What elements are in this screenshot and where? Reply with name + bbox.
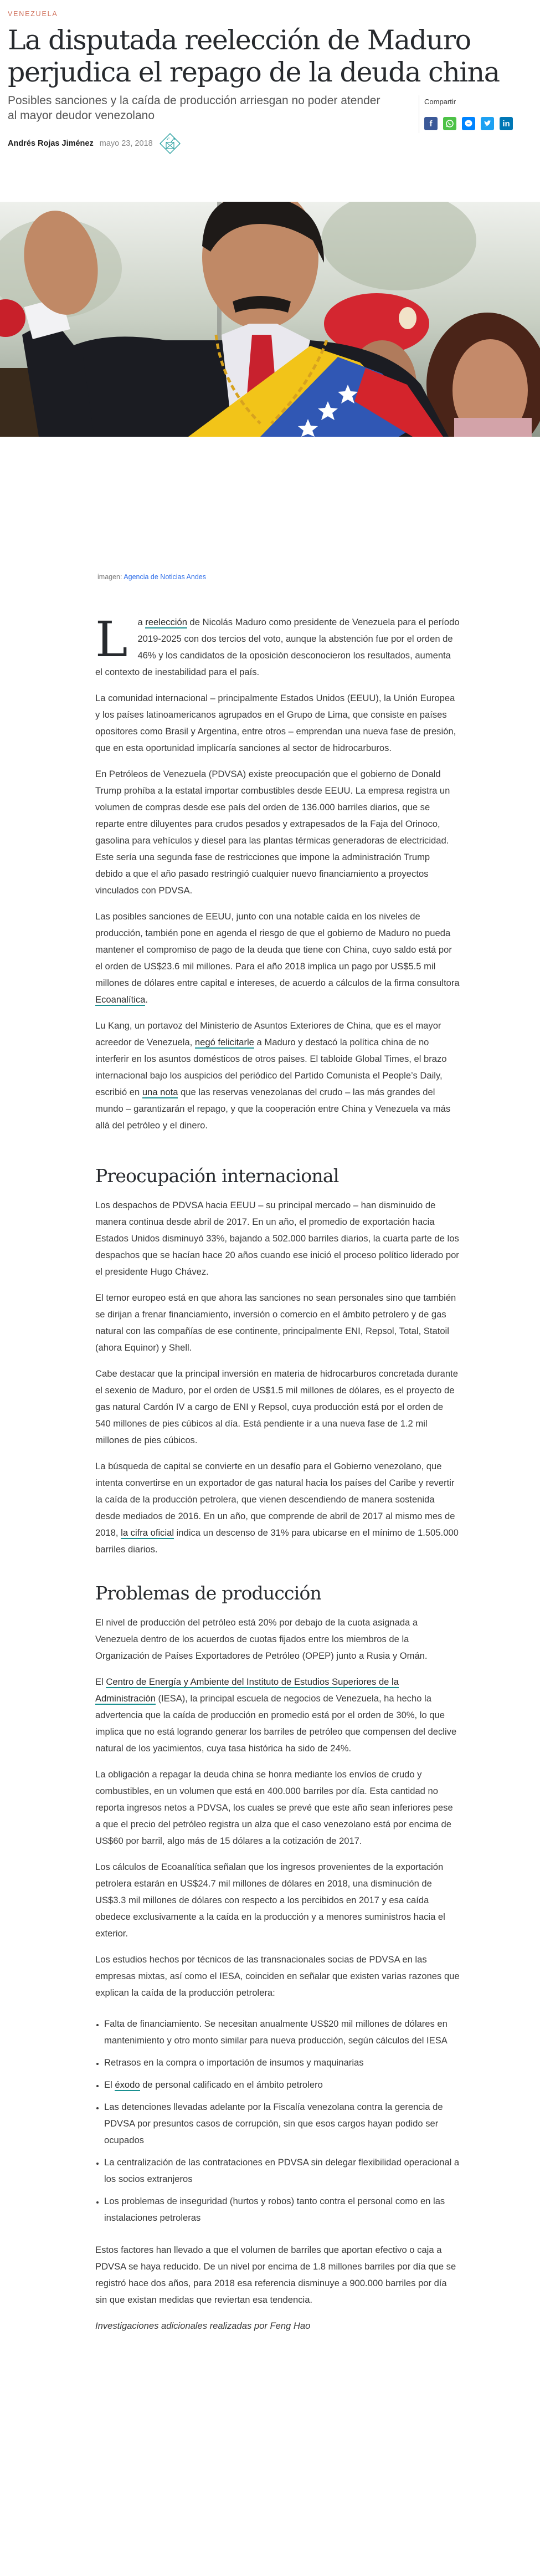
section-heading: Problemas de producción <box>95 1582 321 1604</box>
paragraph: El nivel de producción del petróleo está 20% por debajo de la cuota asignada a Venezuela dentro de los acuerdos de cuotas fijados entre los miembros de la Organización de Países Exportadores de Petróleo (OPEP) junto a Rusia y Omán. <box>95 1617 428 1661</box>
paragraph: Los cálculos de Ecoanalítica señalan que los ingresos provenientes de la exportación petrolera estarán en US$24.7 mil millones de dólares en 2018, una disminución de US$3.3 mil millones de dólares con respecto a los percibidos en 2017 y esa caída obedece exclusivamente a la caída en la producción y a menores suministros hacia el exterior. <box>95 1862 445 1939</box>
byline <box>8 133 181 154</box>
author-link[interactable]: Andrés Rojas Jiménez <box>8 139 94 148</box>
caption-prefix: imagen: <box>97 573 122 581</box>
list-item: • Las detenciones llevadas adelante por la Fiscalía venezolana contra la gerencia de PDVSA por presuntos casos de corrupción, sin que esos cargos hayan podido ser ocupados <box>104 2099 460 2149</box>
list-item: • Falta de financiamiento. Se necesitan anualmente US$20 mil millones de dólares en mantenimiento y otro monto similar para nueva producción, según cálculos del IESA <box>104 2016 460 2049</box>
research-credit: Investigaciones adicionales realizadas por Feng Hao <box>95 2321 311 2331</box>
twitter-share-button[interactable] <box>481 117 494 130</box>
share-panel <box>419 95 513 133</box>
section-heading: Preocupación internacional <box>95 1165 339 1187</box>
list-item: • Retrasos en la compra o importación de insumos y maquinarias <box>104 2054 460 2071</box>
paragraph: La búsqueda de capital se convierte en un desafío para el Gobierno venezolano, que intenta convertirse en un exportador de gas natural hacia los países del Caribe y revertir la caída de la producción petrolera, que vienen descendiendo de manera sostenida desde mediados de 2016. En un año, que comprende de abril de 2017 al mismo mes de 2018, la cifra oficial indica un descenso de 31% para ubicarse en el mínimo de 1.505.000 barriles diarios. <box>95 1461 459 1555</box>
whatsapp-share-button[interactable] <box>443 117 456 130</box>
oil-pump-icon[interactable] <box>160 133 181 154</box>
linkedin-share-button[interactable] <box>500 117 513 130</box>
reasons-list <box>95 2016 460 2226</box>
paragraph: Las posibles sanciones de EEUU, junto con una notable caída en los niveles de producción, también pone en agenda el riesgo de que el gobierno de Maduro no pueda mantener el compromiso de pago de la deuda que tiene con China, cuyo saldo está por el orden de US$23.6 mil millones. Para el año 2018 implica un pago por US$5.5 mil millones de dólares entre capital e intereses, de acuerdo a cálculos de la firma consultora Ecoanalítica. <box>95 911 460 1005</box>
facebook-icon: f <box>429 119 433 129</box>
hero-image <box>0 202 540 437</box>
publish-date: mayo 23, 2018 <box>99 139 153 148</box>
paragraph: Lu Kang, un portavoz del Ministerio de Asuntos Exteriores de China, que es el mayor acreedor de Venezuela, negó felicitarle a Maduro y destacó la política china de no interferir en los asuntos domésticos de otros paises. El tabloide Global Times, el brazo internacional bajo los auspicios del periódico del Partido Comunista el People’s Daily, escribió en una nota que las reservas venezolanas del crudo – las más grandes del mundo – garantizarán el repago, y que la cooperación entre China y Venezuela va más allá del petróleo y el dinero. <box>95 1020 451 1131</box>
linkedin-icon: in <box>502 119 510 129</box>
whatsapp-icon <box>445 119 454 128</box>
caption-credit-link[interactable]: Agencia de Noticias Andes <box>124 573 206 581</box>
paragraph: En Petróleos de Venezuela (PDVSA) existe preocupación que el gobierno de Donald Trump prohíba a la estatal importar combustibles desde EEUU. La empresa registra un volumen de compras desde ese país del orden de 136.000 barriles diarios, que se reparte entre diluyentes para crudos pesados y extrapesados de la Faja del Orinoco, gasolina para vehículos y diesel para las plantas térmicas generadoras de electricidad. Este sería una segunda fase de restricciones que impone la administración Trump debido a que el año pasado restringió cualquier nuevo financiamiento a proyectos vinculados con PDVSA. <box>95 769 450 896</box>
reeleccion-link[interactable]: reelección <box>145 617 187 627</box>
dropcap: L <box>95 611 128 668</box>
paragraph: El temor europeo está en que ahora las sanciones no sean personales sino que también se dirijan a frenar financiamiento, inversión o comercio en el ámbito petrolero y de gas natural con las compañías de ese continente, principalmente ENI, Repsol, Total, Statoil (ahora Equinor) y Shell. <box>95 1292 456 1353</box>
twitter-icon <box>483 119 492 128</box>
paragraph: La obligación a repagar la deuda china se honra mediante los envíos de crudo y combustibles, en un volumen que está en 400.000 barriles por día. Esta cantidad no reporta ingresos netos a PDVSA, los cuales se prevé que este año sean inferiores pese a que el precio del petróleo registra un alza que el caso venezolano está por encima de US$60 por barril, algo más de 15 dólares a la cotización de 2017. <box>95 1769 453 1846</box>
share-buttons <box>424 117 513 130</box>
iesa-link[interactable]: Centro de Energía y Ambiente del Instituto de Estudios Superiores de la Administración <box>95 1677 399 1704</box>
article-body <box>95 611 460 2344</box>
paragraph: Cabe destacar que la principal inversión en materia de hidrocarburos concretada durante el sexenio de Maduro, por el orden de US$1.5 mil millones de dólares, es el proyecto de gas natural Cardón IV a cargo de ENI y Repsol, cuya producción está por el orden de 540 millones de pies cúbicos al día. Está pendiente ir a una nueva fase de 1.2 mil millones de pies cúbicos. <box>95 1368 458 1445</box>
article-subtitle: Posibles sanciones y la caída de producción arriesgan no poder atender al mayor deudor venezolano <box>8 94 380 122</box>
image-caption <box>97 573 206 581</box>
category-link[interactable]: VENEZUELA <box>8 10 58 18</box>
list-item: • Los problemas de inseguridad (hurtos y robos) tanto contra el personal como en las instalaciones petroleras <box>104 2193 460 2226</box>
list-item: • El éxodo de personal calificado en el ámbito petrolero <box>104 2077 460 2093</box>
share-label: Compartir <box>424 98 456 106</box>
list-item: • La centralización de las contrataciones en PDVSA sin delegar flexibilidad operacional a los socios extranjeros <box>104 2154 460 2187</box>
exodo-link[interactable]: éxodo <box>115 2079 140 2090</box>
messenger-icon <box>464 119 473 128</box>
paragraph: Los despachos de PDVSA hacia EEUU – su principal mercado – han disminuido de manera continua desde abril de 2017. En un año, el promedio de exportación hacia Estados Unidos disminuyó 33%, bajando a 502.000 barriles diarios, la cuarta parte de los despachos que se hacían hace 20 años cuando ese inició el proceso político liderado por el presidente Hugo Chávez. <box>95 1200 459 1277</box>
ecoanalitica-link[interactable]: Ecoanalítica <box>95 994 146 1005</box>
nego-felicitarle-link[interactable]: negó felicitarle <box>194 1037 254 1047</box>
paragraph: Estos factores han llevado a que el volumen de barriles que aportan efectivo o caja a PDVSA se haya reducido. De un nivel por encima de 1.8 millones barriles por día que se registró hace dos años, para 2018 esa referencia disminuye a 900.000 barriles por día sin que existan medidas que reviertan esa tendencia. <box>95 2245 456 2305</box>
article-title: La disputada reelección de Maduro perjudica el repago de la deuda china <box>8 24 500 88</box>
lead-paragraph: L a reelección de Nicolás Maduro como presidente de Venezuela para el período 2019-2025 con dos tercios del voto, aunque la abstención fue por el orden de 46% y los candidatos de la oposición desconocieron los resultados, aumenta el contexto de inestabilidad para el país. <box>95 611 460 677</box>
messenger-share-button[interactable] <box>462 117 475 130</box>
facebook-share-button[interactable] <box>424 117 438 130</box>
paragraph: La comunidad internacional – principalmente Estados Unidos (EEUU), la Unión Europea y los países latinoamericanos agrupados en el Grupo de Lima, que consiste en países opositores como Brasil y Argentina, entre otros – emprendan una nueva fase de presión, que en esta oportunidad implicaría sanciones al sector de hidrocarburos. <box>95 693 456 753</box>
una-nota-link[interactable]: una nota <box>142 1087 178 1097</box>
paragraph: El Centro de Energía y Ambiente del Instituto de Estudios Superiores de la Administración (IESA), la principal escuela de negocios de Venezuela, ha hecho la advertencia que la caída de producción en promedio está por el orden de 30%, lo que implica que no está logrando generar los barriles de petróleo que compensen del declive natural de los yacimientos, cuya tasa histórica ha sido de 24%. <box>95 1677 457 1754</box>
cifra-oficial-link[interactable]: la cifra oficial <box>121 1527 174 1538</box>
paragraph: Los estudios hechos por técnicos de las transnacionales socias de PDVSA en las empresas mixtas, así como el IESA, coinciden en señalar que existen varias razones que explican la caída de la producción petrolera: <box>95 1954 460 1998</box>
